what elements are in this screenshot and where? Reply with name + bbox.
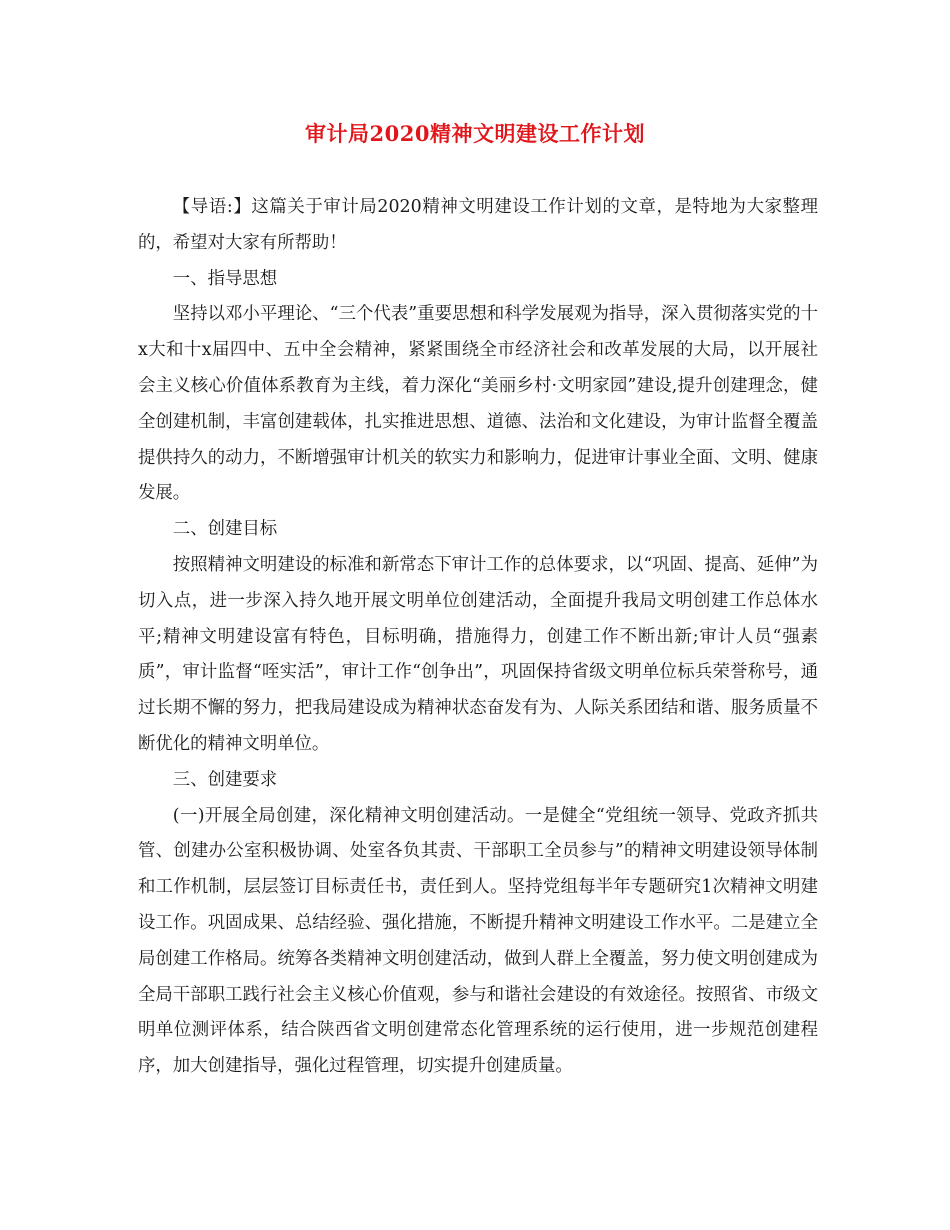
intro-paragraph: 【导语:】这篇关于审计局2020精神文明建设工作计划的文章，是特地为大家整理的，希望对大家有所帮助！ bbox=[138, 197, 818, 253]
section-heading-guiding-thought: 一、指导思想 bbox=[172, 268, 278, 289]
section-paragraph-guiding-thought: 坚持以邓小平理论、“三个代表”重要思想和科学发展观为指导，深入贯彻落实党的十x大和十x届四中、五中全会精神，紧紧围绕全市经济社会和改革发展的大局，以开展社会主义核心价值体系教育为主线，着力深化“美丽乡村·文明家园”建设,提升创建理念，健全创建机制，丰富创建载体，扎实推进思想、道德、法治和文化建设，为审计监督全覆盖提供持久的动力，不断增强审计机关的软实力和影响力，促进审计事业全面、文明、健康发展。 bbox=[138, 304, 818, 504]
document-body bbox=[138, 190, 818, 1085]
section-heading-goals: 二、创建目标 bbox=[172, 519, 278, 540]
section-paragraph-requirements: (一)开展全局创建，深化精神文明创建活动。一是健全“党组统一领导、党政齐抓共管、创建办公室积极协调、处室各负其责、干部职工全员参与”的精神文明建设领导体制和工作机制，层层签订目标责任书，责任到人。坚持党组每半年专题研究1次精神文明建设工作。巩固成果、总结经验、强化措施，不断提升精神文明建设工作水平。二是建立全局创建工作格局。统筹各类精神文明创建活动，做到人群上全覆盖，努力使文明创建成为全局干部职工践行社会主义核心价值观，参与和谐社会建设的有效途径。按照省、市级文明单位测评体系，结合陕西省文明创建常态化管理系统的运行使用，进一步规范创建程序，加大创建指导，强化过程管理，切实提升创建质量。 bbox=[138, 805, 818, 1077]
section-heading-requirements: 三、创建要求 bbox=[172, 769, 278, 790]
document-title: 审计局2020精神文明建设工作计划 bbox=[305, 121, 645, 146]
section-paragraph-goals: 按照精神文明建设的标准和新常态下审计工作的总体要求，以“巩固、提高、延伸”为切入点，进一步深入持久地开展文明单位创建活动，全面提升我局文明创建工作总体水平;精神文明建设富有特色，目标明确，措施得力，创建工作不断出新;审计人员“强素质”，审计监督“咥实活”，审计工作“创争出”，巩固保持省级文明单位标兵荣誉称号，通过长期不懈的努力，把我局建设成为精神状态奋发有为、人际关系团结和谐、服务质量不断优化的精神文明单位。 bbox=[138, 554, 818, 754]
